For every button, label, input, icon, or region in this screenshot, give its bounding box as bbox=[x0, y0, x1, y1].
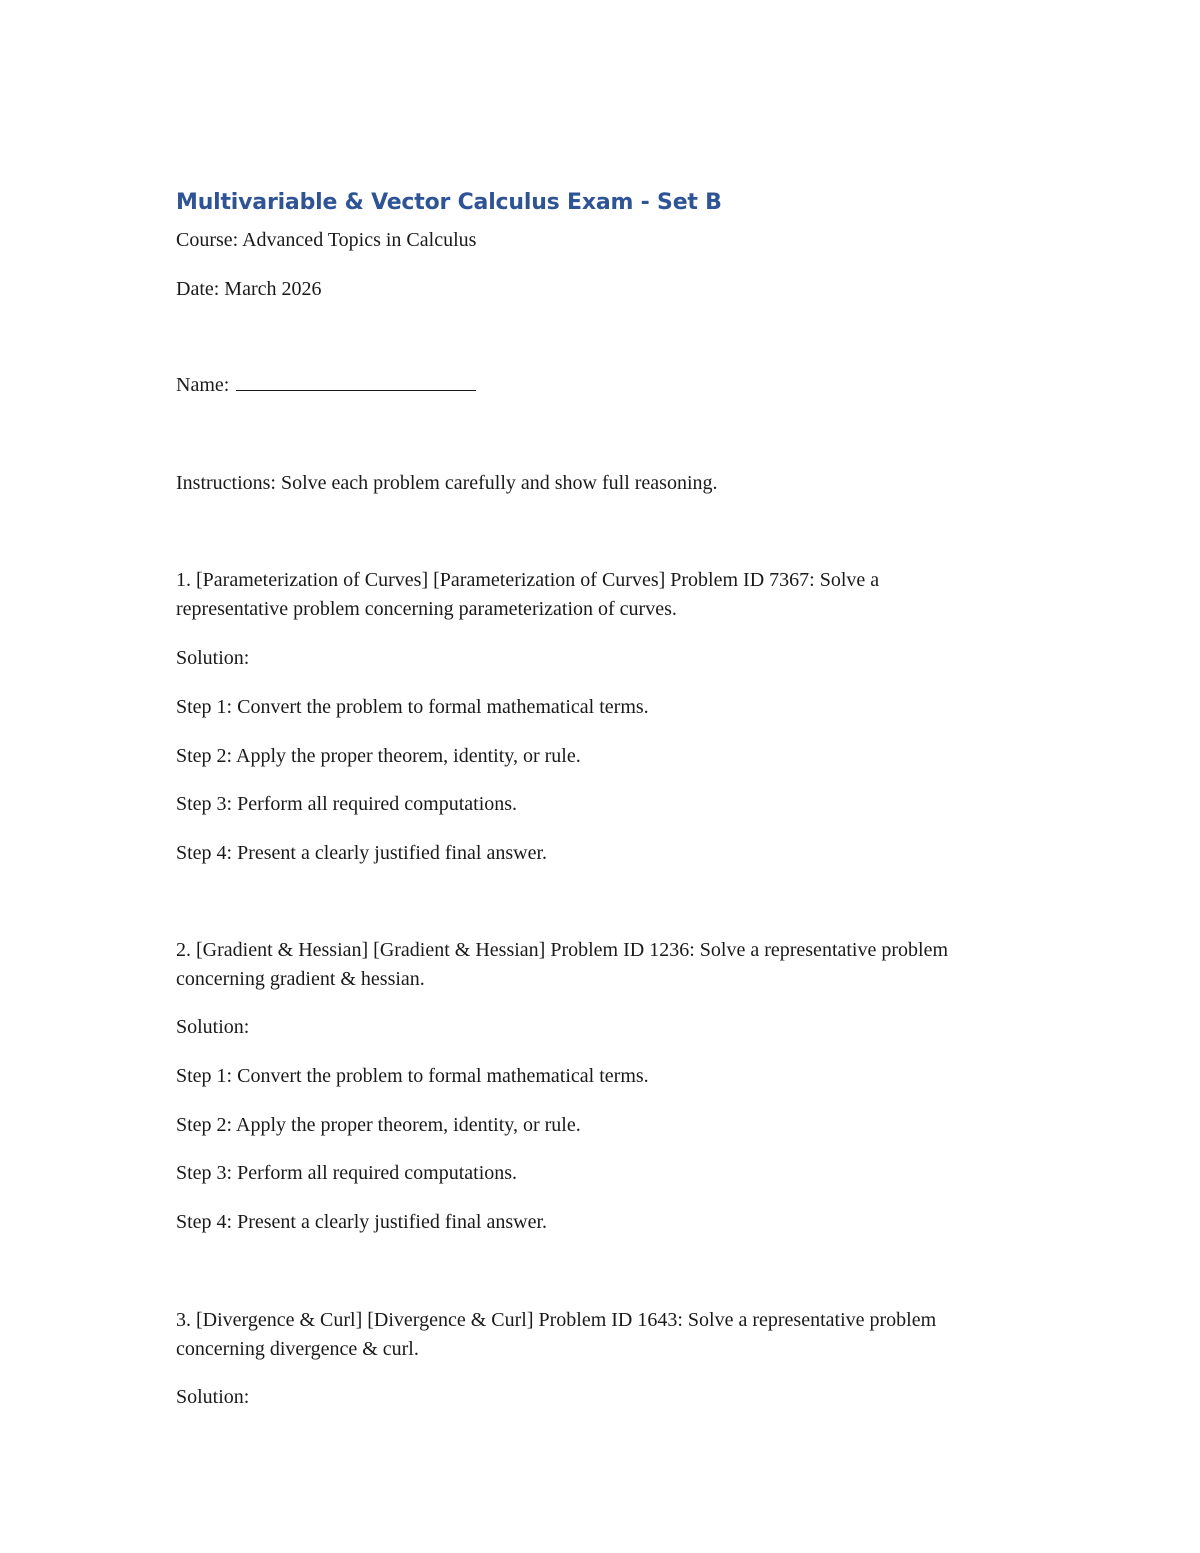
date-line: Date: March 2026 bbox=[176, 278, 322, 300]
problem-1-step-1: Step 1: Convert the problem to formal mathematical terms. bbox=[176, 696, 649, 718]
problem-3-text bbox=[176, 1306, 986, 1364]
name-blank bbox=[236, 372, 476, 391]
problem-1-statement: 1. [Parameterization of Curves] [Parameterization of Curves] Problem ID 7367: Solve a representative problem concerning parameterization of curves. bbox=[176, 569, 880, 620]
problem-3-statement: 3. [Divergence & Curl] [Divergence & Curl] Problem ID 1643: Solve a representative problem concerning divergence & curl. bbox=[176, 1309, 937, 1360]
course-line: Course: Advanced Topics in Calculus bbox=[176, 229, 477, 251]
name-label: Name: bbox=[176, 374, 230, 396]
problem-1-text bbox=[176, 566, 986, 624]
problem-2-text bbox=[176, 936, 986, 994]
name-line bbox=[176, 371, 476, 400]
problem-2-step-3: Step 3: Perform all required computations. bbox=[176, 1162, 518, 1184]
problem-2-step-2: Step 2: Apply the proper theorem, identity, or rule. bbox=[176, 1114, 581, 1136]
problem-1-step-2: Step 2: Apply the proper theorem, identity, or rule. bbox=[176, 745, 581, 767]
problem-2-statement: 2. [Gradient & Hessian] [Gradient & Hessian] Problem ID 1236: Solve a representative problem concerning gradient & hessian. bbox=[176, 939, 949, 990]
problem-2-step-4: Step 4: Present a clearly justified final answer. bbox=[176, 1211, 548, 1233]
problem-1-solution-label: Solution: bbox=[176, 647, 250, 669]
exam-title: Multivariable & Vector Calculus Exam - Set B bbox=[176, 190, 722, 215]
problem-1-step-4: Step 4: Present a clearly justified final answer. bbox=[176, 842, 548, 864]
problem-3-solution-label: Solution: bbox=[176, 1386, 250, 1408]
problem-2-solution-label: Solution: bbox=[176, 1016, 250, 1038]
problem-1-step-3: Step 3: Perform all required computations. bbox=[176, 793, 518, 815]
instructions-line: Instructions: Solve each problem carefully and show full reasoning. bbox=[176, 472, 718, 494]
problem-2-step-1: Step 1: Convert the problem to formal mathematical terms. bbox=[176, 1065, 649, 1087]
